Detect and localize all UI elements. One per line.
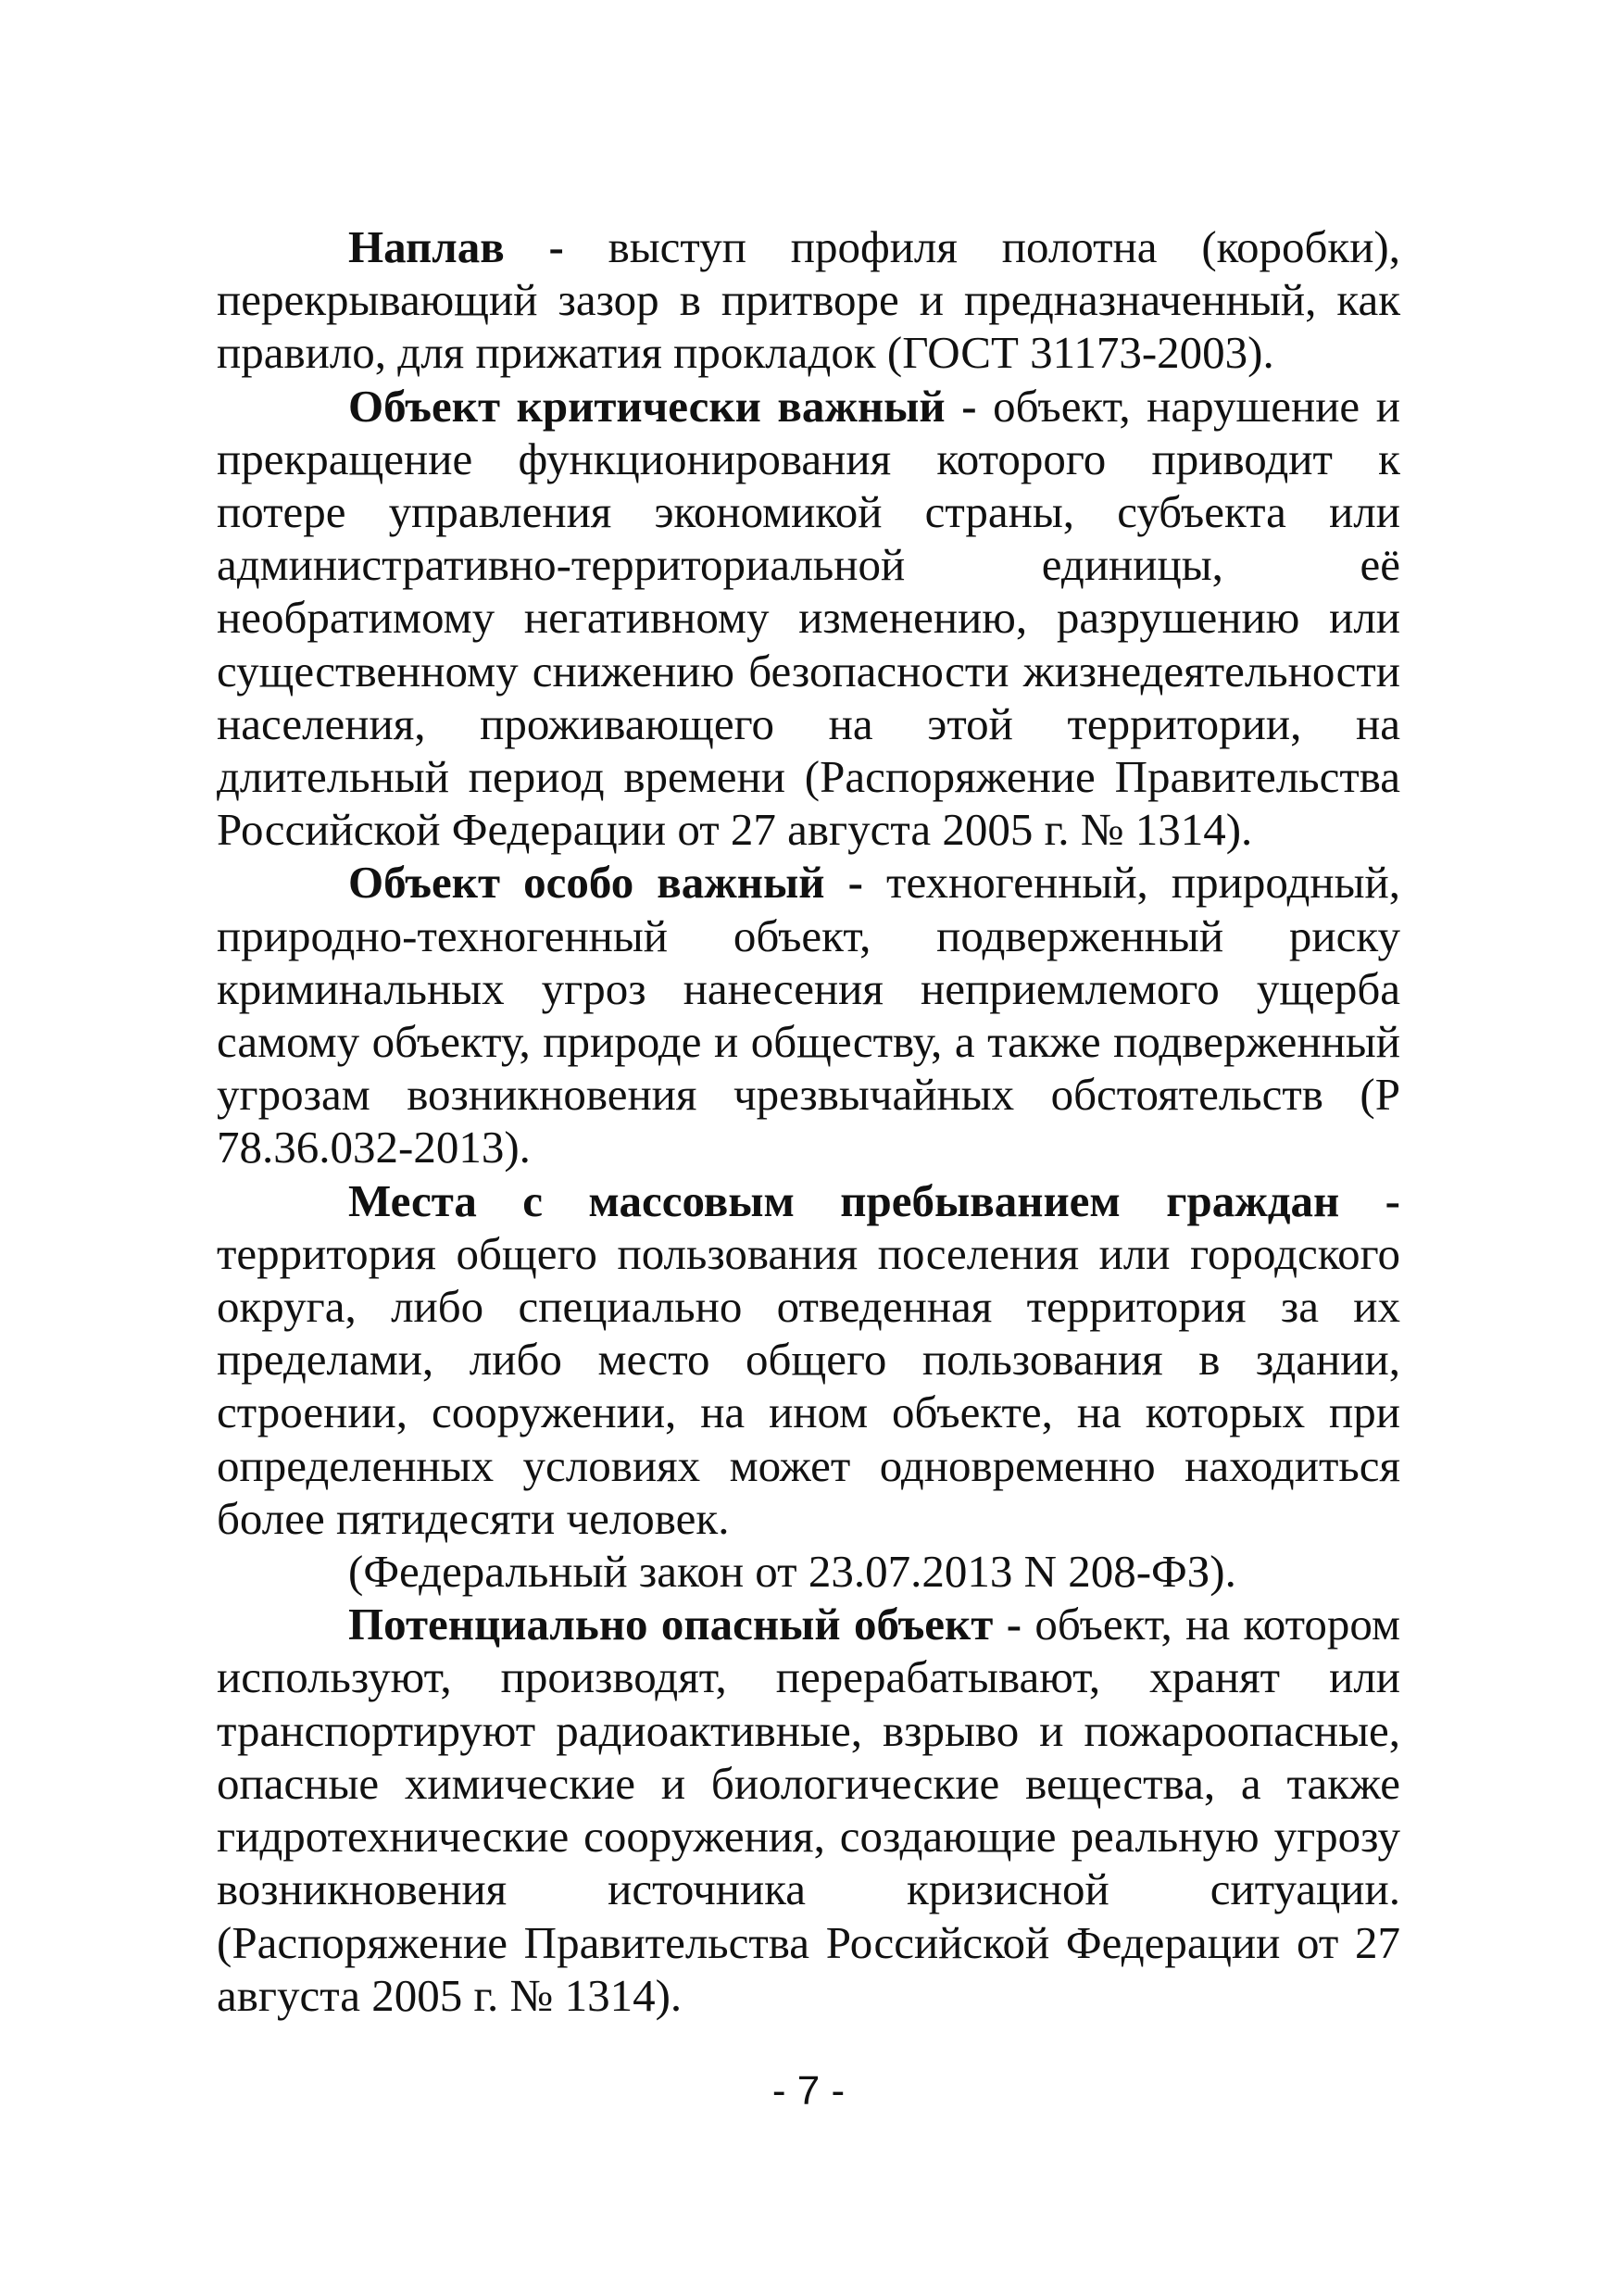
definition-term: Объект особо важный (348, 857, 825, 909)
definition-text: выступ профиля полотна (коробки), перекрывающий зазор в притворе и предназначенный, как правило, для прижатия прокладок (ГОСТ 31173-2003). (217, 221, 1400, 379)
term-separator: - (993, 1599, 1035, 1650)
document-body (217, 220, 1400, 2022)
page-number: - 7 - (771, 2068, 846, 2114)
definition-term: Места с массовым пребыванием граждан (348, 1174, 1340, 1226)
definition-term: Наплав (348, 221, 505, 272)
definition-text: территория общего пользования поселения или городского округа, либо специально отведенная территория за их пределами, либо место общего пользования в здании, строении, сооружении, на ином объекте, на которых при определенных условиях может одновременно находиться более пятидесяти человек. (217, 1227, 1400, 1544)
definition-especially-important-object (217, 856, 1400, 1173)
definition-text: объект, на котором используют, производят, перерабатывают, хранят или транспортируют радиоактивные, взрыво и пожароопасные, опасные химические и биологические вещества, а также гидротехнические сооружения, создающие реальную угрозу возникновения источника кризисной ситуации. (Распоряжение Правительства Российской Федерации от 27 августа 2005 г. № 1314). (217, 1599, 1400, 2021)
term-separator: - (1339, 1174, 1400, 1226)
reference-text: (Федеральный закон от 23.07.2013 N 208-ФЗ). (348, 1546, 1236, 1598)
definition-term: Потенциально опасный объект (348, 1599, 994, 1650)
definition-text: объект, нарушение и прекращение функционирования которого приводит к потере управления экономикой страны, субъекта или административно-территориальной единицы, её необратимому негативному изменению, разрушению или существенному снижению безопасности жизнедеятельности населения, проживающего на этой территории, на длительный период времени (Распоряжение Правительства Российской Федерации от 27 августа 2005 г. № 1314). (217, 380, 1400, 856)
legal-reference (217, 1545, 1400, 1598)
definition-mass-gathering-places (217, 1174, 1400, 1545)
definition-text: техногенный, природный, природно-техногенный объект, подверженный риску криминальных угроз нанесения неприемлемого ущерба самому объекту, природе и обществу, а также подверженный угрозам возникновения чрезвычайных обстоятельств (Р 78.36.032-2013). (217, 857, 1400, 1173)
definition-critical-object (217, 380, 1400, 857)
definition-term: Объект критически важный (348, 380, 946, 432)
definition-naplav (217, 220, 1400, 380)
definition-potentially-dangerous-object (217, 1598, 1400, 2022)
term-separator: - (945, 380, 994, 432)
term-separator: - (504, 221, 608, 272)
term-separator: - (824, 857, 887, 909)
